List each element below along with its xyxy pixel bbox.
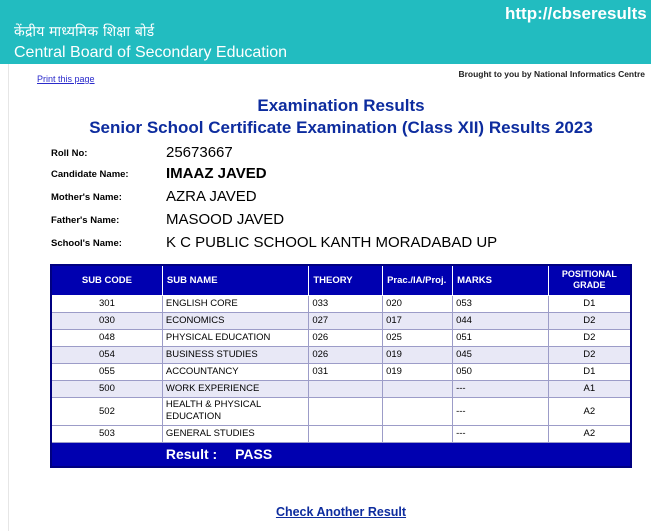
table-row [51,380,631,397]
page-title: Examination Results [257,96,425,115]
cell-code: 055 [51,363,162,380]
cell-code: 301 [51,295,162,312]
father-label: Father's Name: [51,215,120,226]
school-label: School's Name: [51,238,122,249]
mother-value: AZRA JAVED [166,188,257,205]
cell-code: 503 [51,425,162,442]
cell-prac: 019 [383,363,453,380]
roll-label: Roll No: [51,148,88,159]
credit-text: Brought to you by National Informatics Centre [458,69,645,79]
result-spacer [51,442,162,467]
table-header-row [51,265,631,295]
cell-code: 048 [51,329,162,346]
result-value: PASS [235,446,273,463]
cell-theory [309,397,383,425]
cell-marks: 044 [453,312,549,329]
result-label: Result : [165,446,218,463]
cell-grade: D1 [548,363,631,380]
cell-marks: --- [453,425,549,442]
cell-grade: D2 [548,312,631,329]
cell-code: 054 [51,346,162,363]
header-practical: Prac./IA/Proj. [383,265,453,295]
result-cell [162,442,631,467]
mother-label: Mother's Name: [51,192,122,203]
cell-name: BUSINESS STUDIES [162,346,308,363]
candidate-label: Candidate Name: [51,169,129,180]
table-row [51,425,631,442]
header-sub-name: SUB NAME [162,265,308,295]
cell-name: ACCOUNTANCY [162,363,308,380]
check-another-result-link[interactable]: Check Another Result [275,505,407,519]
cell-marks: --- [453,380,549,397]
table-row [51,397,631,425]
roll-value: 25673667 [166,144,233,161]
cell-name: PHYSICAL EDUCATION [162,329,308,346]
cell-marks: 051 [453,329,549,346]
cell-name: ECONOMICS [162,312,308,329]
cell-theory [309,380,383,397]
cell-prac [383,425,453,442]
cell-prac: 020 [383,295,453,312]
cell-theory: 033 [309,295,383,312]
cell-grade: D2 [548,329,631,346]
cell-code: 030 [51,312,162,329]
cell-prac: 017 [383,312,453,329]
cell-prac: 025 [383,329,453,346]
cell-name: ENGLISH CORE [162,295,308,312]
cell-theory: 026 [309,329,383,346]
cell-name: GENERAL STUDIES [162,425,308,442]
cell-grade: D2 [548,346,631,363]
cell-code: 500 [51,380,162,397]
cell-grade: A2 [548,425,631,442]
header-theory: THEORY [309,265,383,295]
exam-title: Senior School Certificate Examination (Class XII) Results 2023 [89,118,593,137]
cell-code: 502 [51,397,162,425]
cell-prac [383,397,453,425]
cell-theory: 027 [309,312,383,329]
candidate-value: IMAAZ JAVED [166,165,267,182]
english-board-title: Central Board of Secondary Education [14,44,288,61]
cell-marks: --- [453,397,549,425]
cell-theory: 026 [309,346,383,363]
table-row [51,295,631,312]
results-page [8,64,651,531]
cell-theory: 031 [309,363,383,380]
father-value: MASOOD JAVED [166,211,285,228]
cell-marks: 045 [453,346,549,363]
cell-grade: A1 [548,380,631,397]
header-sub-code: SUB CODE [51,265,162,295]
school-value: K C PUBLIC SCHOOL KANTH MORADABAD UP [166,234,498,251]
cell-theory [309,425,383,442]
table-row [51,312,631,329]
cell-marks: 050 [453,363,549,380]
cell-name: HEALTH & PHYSICAL EDUCATION [162,397,308,425]
site-url: http://cbseresults [505,4,647,23]
cell-prac: 019 [383,346,453,363]
cell-name: WORK EXPERIENCE [162,380,308,397]
site-header [0,0,651,64]
table-row [51,329,631,346]
cell-grade: D1 [548,295,631,312]
result-row [51,442,631,467]
table-row [51,346,631,363]
marks-table [50,264,632,468]
print-page-link[interactable]: Print this page [37,74,95,84]
cell-marks: 053 [453,295,549,312]
cell-grade: A2 [548,397,631,425]
cell-prac [383,380,453,397]
hindi-board-title: केंद्रीय माध्यमिक शिक्षा बोर्ड [14,24,155,40]
table-row [51,363,631,380]
header-marks: MARKS [453,265,549,295]
header-grade: POSITIONAL GRADE [548,265,631,295]
